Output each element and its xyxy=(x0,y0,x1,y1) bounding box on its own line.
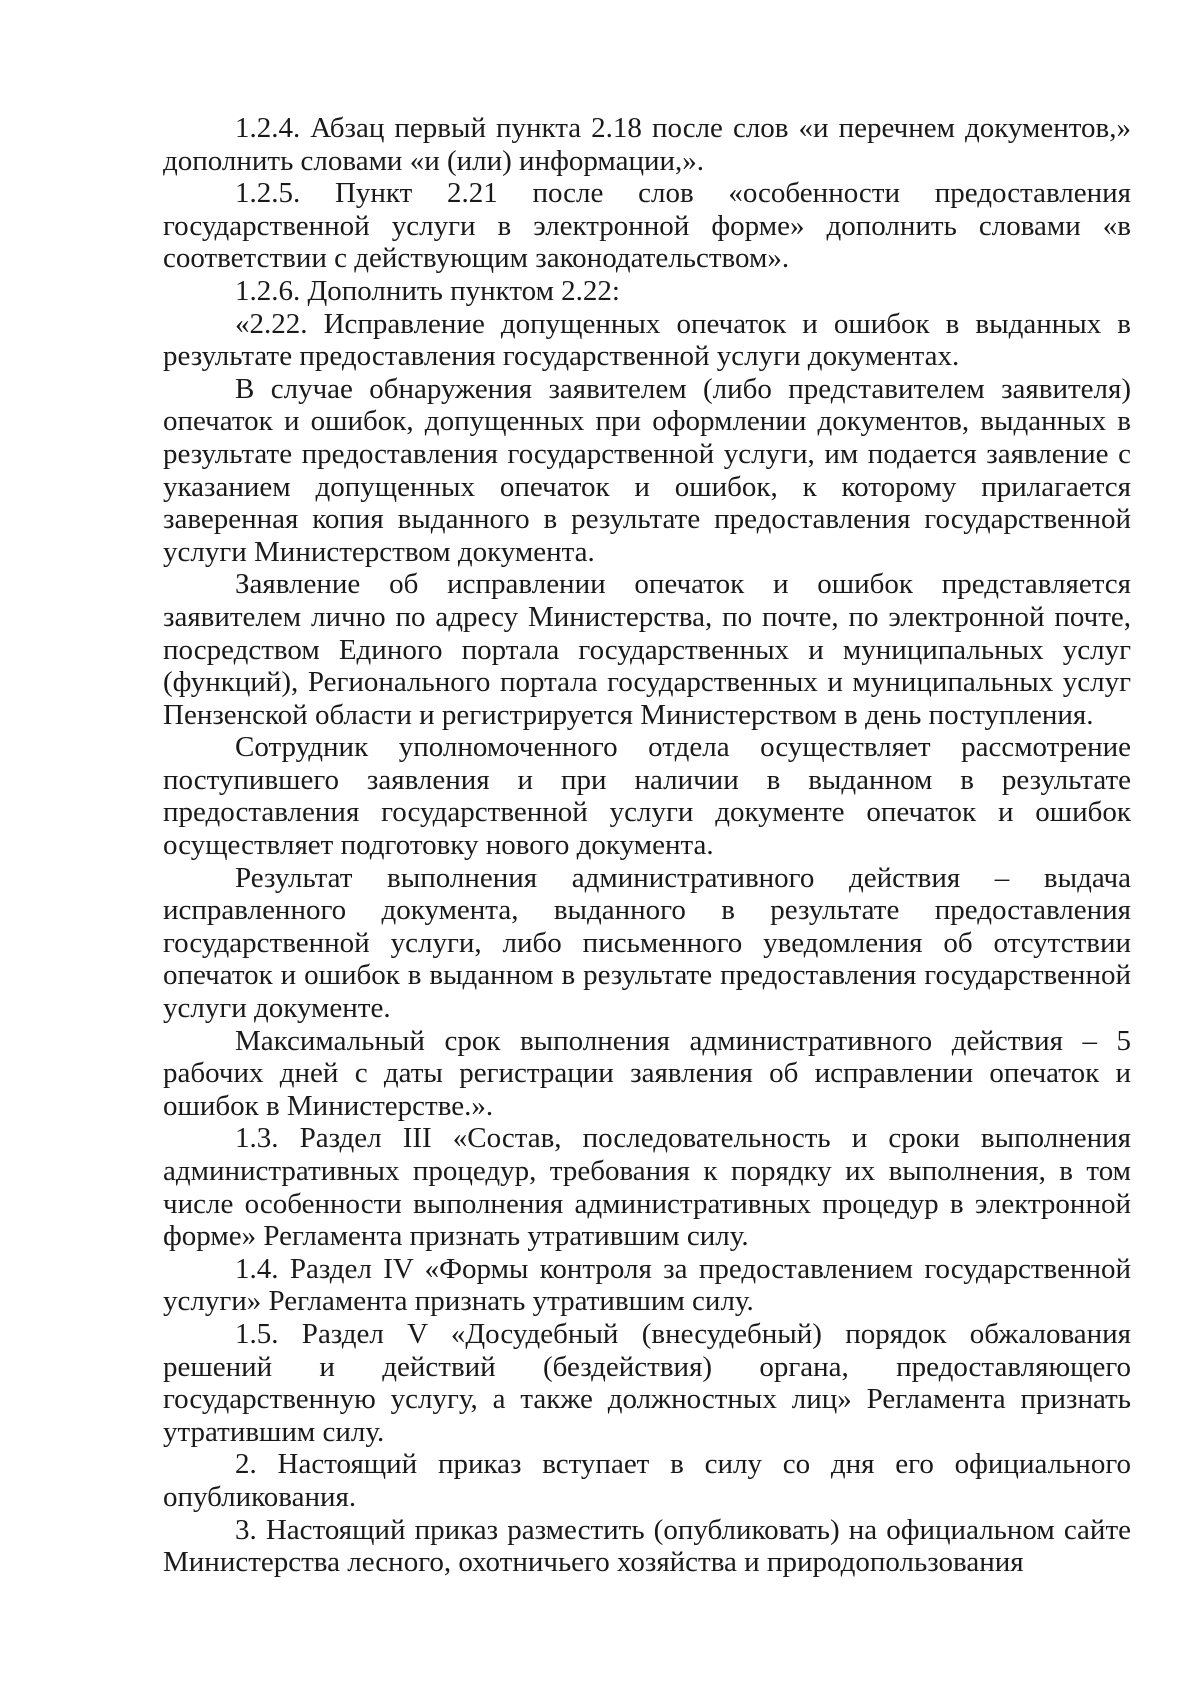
paragraph-application-submission: Заявление об исправлении опечаток и ошибок представляется заявителем лично по адресу Министерства, по почте, по электронной почте, посредством Единого портала государственных и муниципальных услуг (функций), Регионального портала государственных и муниципальных услуг Пензенской области и регистрируется Министерством в день поступления. xyxy=(163,568,1131,731)
paragraph-2: 2. Настоящий приказ вступает в силу со дня его официального опубликования. xyxy=(163,1448,1131,1513)
document-body xyxy=(163,112,1131,1579)
paragraph-1-4: 1.4. Раздел IV «Формы контроля за предоставлением государственной услуги» Регламента признать утратившим силу. xyxy=(163,1252,1131,1318)
paragraph-1-2-4: 1.2.4. Абзац первый пункта 2.18 после слов «и перечнем документов,» дополнить словами «и (или) информации,». xyxy=(163,112,1131,177)
paragraph-1-2-5: 1.2.5. Пункт 2.21 после слов «особенности предоставления государственной услуги в электронной форме» дополнить словами «в соответствии с действующим законодательством». xyxy=(163,177,1131,275)
paragraph-2-22-heading: «2.22. Исправление допущенных опечаток и ошибок в выданных в результате предоставления государственной услуги документах. xyxy=(163,307,1131,373)
paragraph-action-result: Результат выполнения административного действия – выдача исправленного документа, выданного в результате предоставления государственной услуги, либо письменного уведомления об отсутствии опечаток и ошибок в выданном в результате предоставления государственной услуги документе. xyxy=(163,861,1131,1025)
paragraph-error-detection: В случае обнаружения заявителем (либо представителем заявителя) опечаток и ошибок, допущенных при оформлении документов, выданных в результате предоставления государственной услуги, им подается заявление с указанием допущенных опечаток и ошибок, к которому прилагается заверенная копия выданного в результате предоставления государственной услуги Министерством документа. xyxy=(163,372,1131,568)
paragraph-1-3: 1.3. Раздел III «Состав, последовательность и сроки выполнения административных процедур, требования к порядку их выполнения, в том числе особенности выполнения административных процедур в электронной форме» Регламента признать утратившим силу. xyxy=(163,1122,1131,1253)
paragraph-max-duration: Максимальный срок выполнения административного действия – 5 рабочих дней с даты регистрации заявления об исправлении опечаток и ошибок в Министерстве.». xyxy=(163,1024,1131,1122)
paragraph-1-2-6: 1.2.6. Дополнить пунктом 2.22: xyxy=(235,274,620,307)
paragraph-employee-review: Сотрудник уполномоченного отдела осуществляет рассмотрение поступившего заявления и при наличии в выданном в результате предоставления государственной услуги документе опечаток и ошибок осуществляет подготовку нового документа. xyxy=(163,731,1131,862)
paragraph-3: 3. Настоящий приказ разместить (опубликовать) на официальном сайте Министерства лесного, охотничьего хозяйства и природопользования xyxy=(163,1513,1131,1579)
paragraph-1-5: 1.5. Раздел V «Досудебный (внесудебный) порядок обжалования решений и действий (бездействия) органа, предоставляющего государственную услугу, а также должностных лиц» Регламента признать утратившим силу. xyxy=(163,1317,1131,1448)
